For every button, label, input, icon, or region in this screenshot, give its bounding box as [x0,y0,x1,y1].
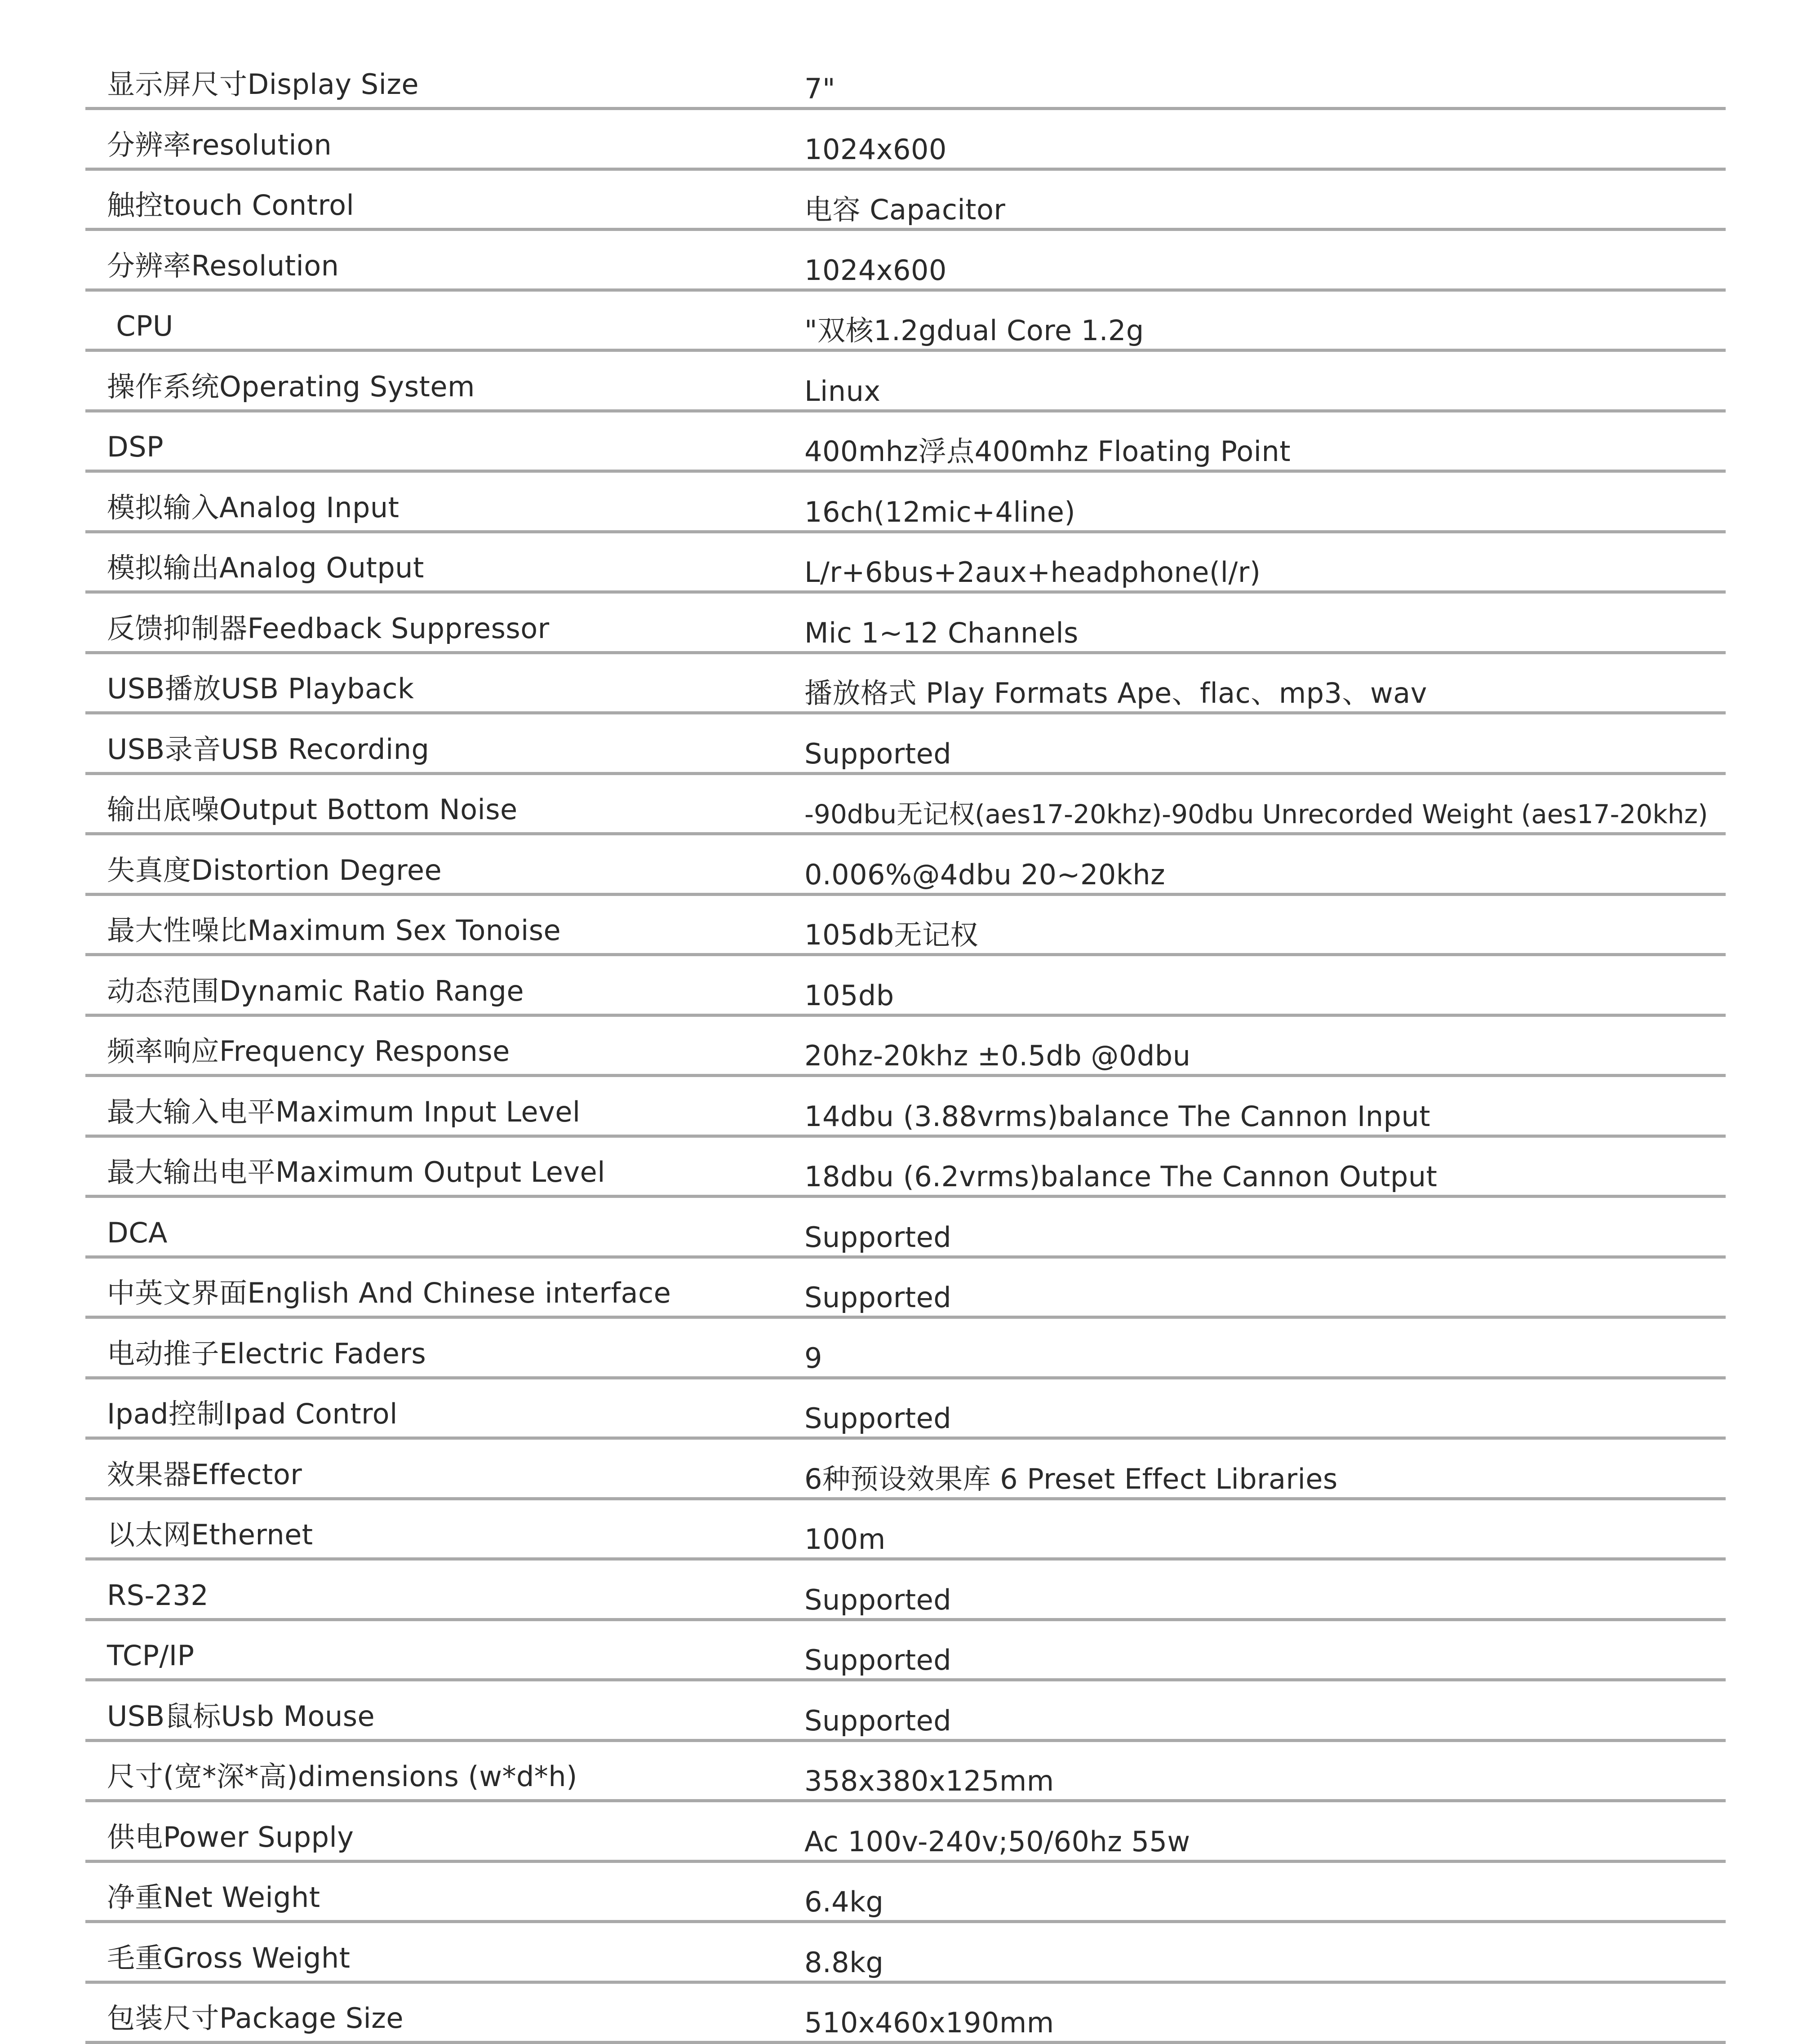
spec-value: 14dbu (3.88vrms)balance The Cannon Input [804,1100,1430,1133]
spec-row-distortion-degree [85,835,1726,896]
spec-row-usb-mouse [85,1681,1726,1742]
spec-label: 效果器Effector [107,1459,302,1491]
spec-row-analog-output [85,533,1726,594]
spec-row-rs232 [85,1561,1726,1621]
spec-row-dimensions [85,1742,1726,1803]
spec-row-gross-weight [85,1923,1726,1984]
spec-value: 播放格式 Play Formats Ape、flac、mp3、wav [804,677,1427,709]
spec-row-dynamic-range [85,956,1726,1017]
spec-label: 最大输入电平Maximum Input Level [107,1096,581,1128]
spec-row-output-bottom-noise [85,775,1726,836]
spec-row-electric-faders [85,1319,1726,1379]
spec-row-dca [85,1198,1726,1259]
spec-label: 电动推子Electric Faders [107,1338,426,1370]
spec-row-cpu [85,292,1726,352]
spec-label: 显示屏尺寸Display Size [107,68,419,101]
spec-value: 18dbu (6.2vrms)balance The Cannon Output [804,1161,1437,1193]
spec-label: 动态范围Dynamic Ratio Range [107,975,524,1007]
spec-label: 包装尺寸Package Size [107,2002,404,2035]
spec-value: 9 [804,1342,822,1374]
spec-row-max-snr [85,896,1726,957]
spec-value: Supported [804,1221,951,1254]
spec-label: Ipad控制Ipad Control [107,1398,398,1430]
spec-value: 电容 Capacitor [804,194,1005,226]
spec-label: 输出底噪Output Bottom Noise [107,794,518,826]
spec-label: USB鼠标Usb Mouse [107,1700,375,1733]
spec-value: L/r+6bus+2aux+headphone(l/r) [804,556,1261,589]
spec-label: 模拟输出Analog Output [107,552,424,584]
spec-row-max-output-level [85,1138,1726,1198]
spec-label: DSP [107,431,164,463]
spec-value: Mic 1~12 Channels [804,617,1079,649]
spec-value: Ac 100v-240v;50/60hz 55w [804,1826,1190,1858]
spec-value: Supported [804,1705,951,1737]
spec-row-ipad-control [85,1379,1726,1440]
spec-row-operating-system [85,352,1726,412]
spec-value: Supported [804,1644,951,1676]
spec-value: 400mhz浮点400mhz Floating Point [804,435,1291,468]
spec-row-effector [85,1440,1726,1500]
spec-row-tcp-ip [85,1621,1726,1682]
spec-label: 尺寸(宽*深*高)dimensions (w*d*h) [107,1760,577,1793]
spec-label: 失真度Distortion Degree [107,854,442,887]
spec-row-ethernet [85,1500,1726,1561]
spec-row-feedback-suppressor [85,594,1726,654]
spec-table [85,0,1726,2044]
spec-row-analog-input [85,473,1726,533]
spec-value: Supported [804,1281,951,1314]
spec-label: 操作系统Operating System [107,371,475,403]
spec-label: USB播放USB Playback [107,673,414,705]
spec-value: Supported [804,1402,951,1435]
spec-label: 分辨率Resolution [107,250,339,282]
spec-row-package-size [85,1984,1726,2044]
spec-row-touch-control [85,171,1726,231]
spec-value: 8.8kg [804,1946,884,1979]
spec-label: 以太网Ethernet [107,1519,313,1551]
spec-value: 105db无记权 [804,919,978,951]
spec-value: 510x460x190mm [804,2007,1054,2039]
spec-value: 1024x600 [804,254,947,287]
spec-value: Supported [804,1584,951,1616]
spec-value: 105db [804,980,894,1012]
spec-value: 7" [804,73,835,105]
spec-value: 20hz-20khz ±0.5db @0dbu [804,1040,1190,1072]
spec-row-power-supply [85,1802,1726,1863]
spec-row-resolution [85,110,1726,171]
spec-label: CPU [107,310,173,342]
spec-label: 毛重Gross Weight [107,1942,350,1974]
spec-row-display-size [85,0,1726,110]
spec-row-max-input-level [85,1077,1726,1138]
spec-value: 6.4kg [804,1886,884,1918]
spec-label: 反馈抑制器Feedback Suppressor [107,612,550,645]
spec-row-usb-recording [85,714,1726,775]
spec-label: 供电Power Supply [107,1821,354,1853]
spec-label: 净重Net Weight [107,1881,320,1914]
spec-label: 最大性噪比Maximum Sex Tonoise [107,914,561,947]
spec-label: 模拟输入Analog Input [107,492,399,524]
spec-value: -90dbu无记权(aes17-20khz)-90dbu Unrecorded Weight (aes17-20khz) [804,798,1708,830]
spec-label: 最大输出电平Maximum Output Level [107,1156,605,1188]
spec-row-net-weight [85,1863,1726,1924]
spec-label: TCP/IP [107,1640,194,1672]
spec-label: 频率响应Frequency Response [107,1035,510,1068]
spec-value: 6种预设效果库 6 Preset Effect Libraries [804,1463,1338,1495]
spec-value: Linux [804,375,881,408]
spec-label: DCA [107,1217,168,1249]
spec-value: 100m [804,1523,886,1556]
spec-label: 触控touch Control [107,189,354,222]
spec-label: RS-232 [107,1579,209,1612]
spec-row-frequency-response [85,1017,1726,1077]
spec-label: USB录音USB Recording [107,733,429,766]
spec-value: 1024x600 [804,133,947,166]
spec-value: 358x380x125mm [804,1765,1054,1797]
spec-value: "双核1.2gdual Core 1.2g [804,315,1144,347]
spec-row-resolution-2 [85,231,1726,292]
spec-label: 中英文界面English And Chinese interface [107,1277,671,1309]
spec-row-dsp [85,412,1726,473]
spec-value: Supported [804,738,951,770]
spec-label: 分辨率resolution [107,129,332,161]
spec-value: 0.006%@4dbu 20~20khz [804,859,1165,891]
spec-row-usb-playback [85,654,1726,715]
spec-value: 16ch(12mic+4line) [804,496,1075,528]
spec-row-interface-language [85,1259,1726,1319]
